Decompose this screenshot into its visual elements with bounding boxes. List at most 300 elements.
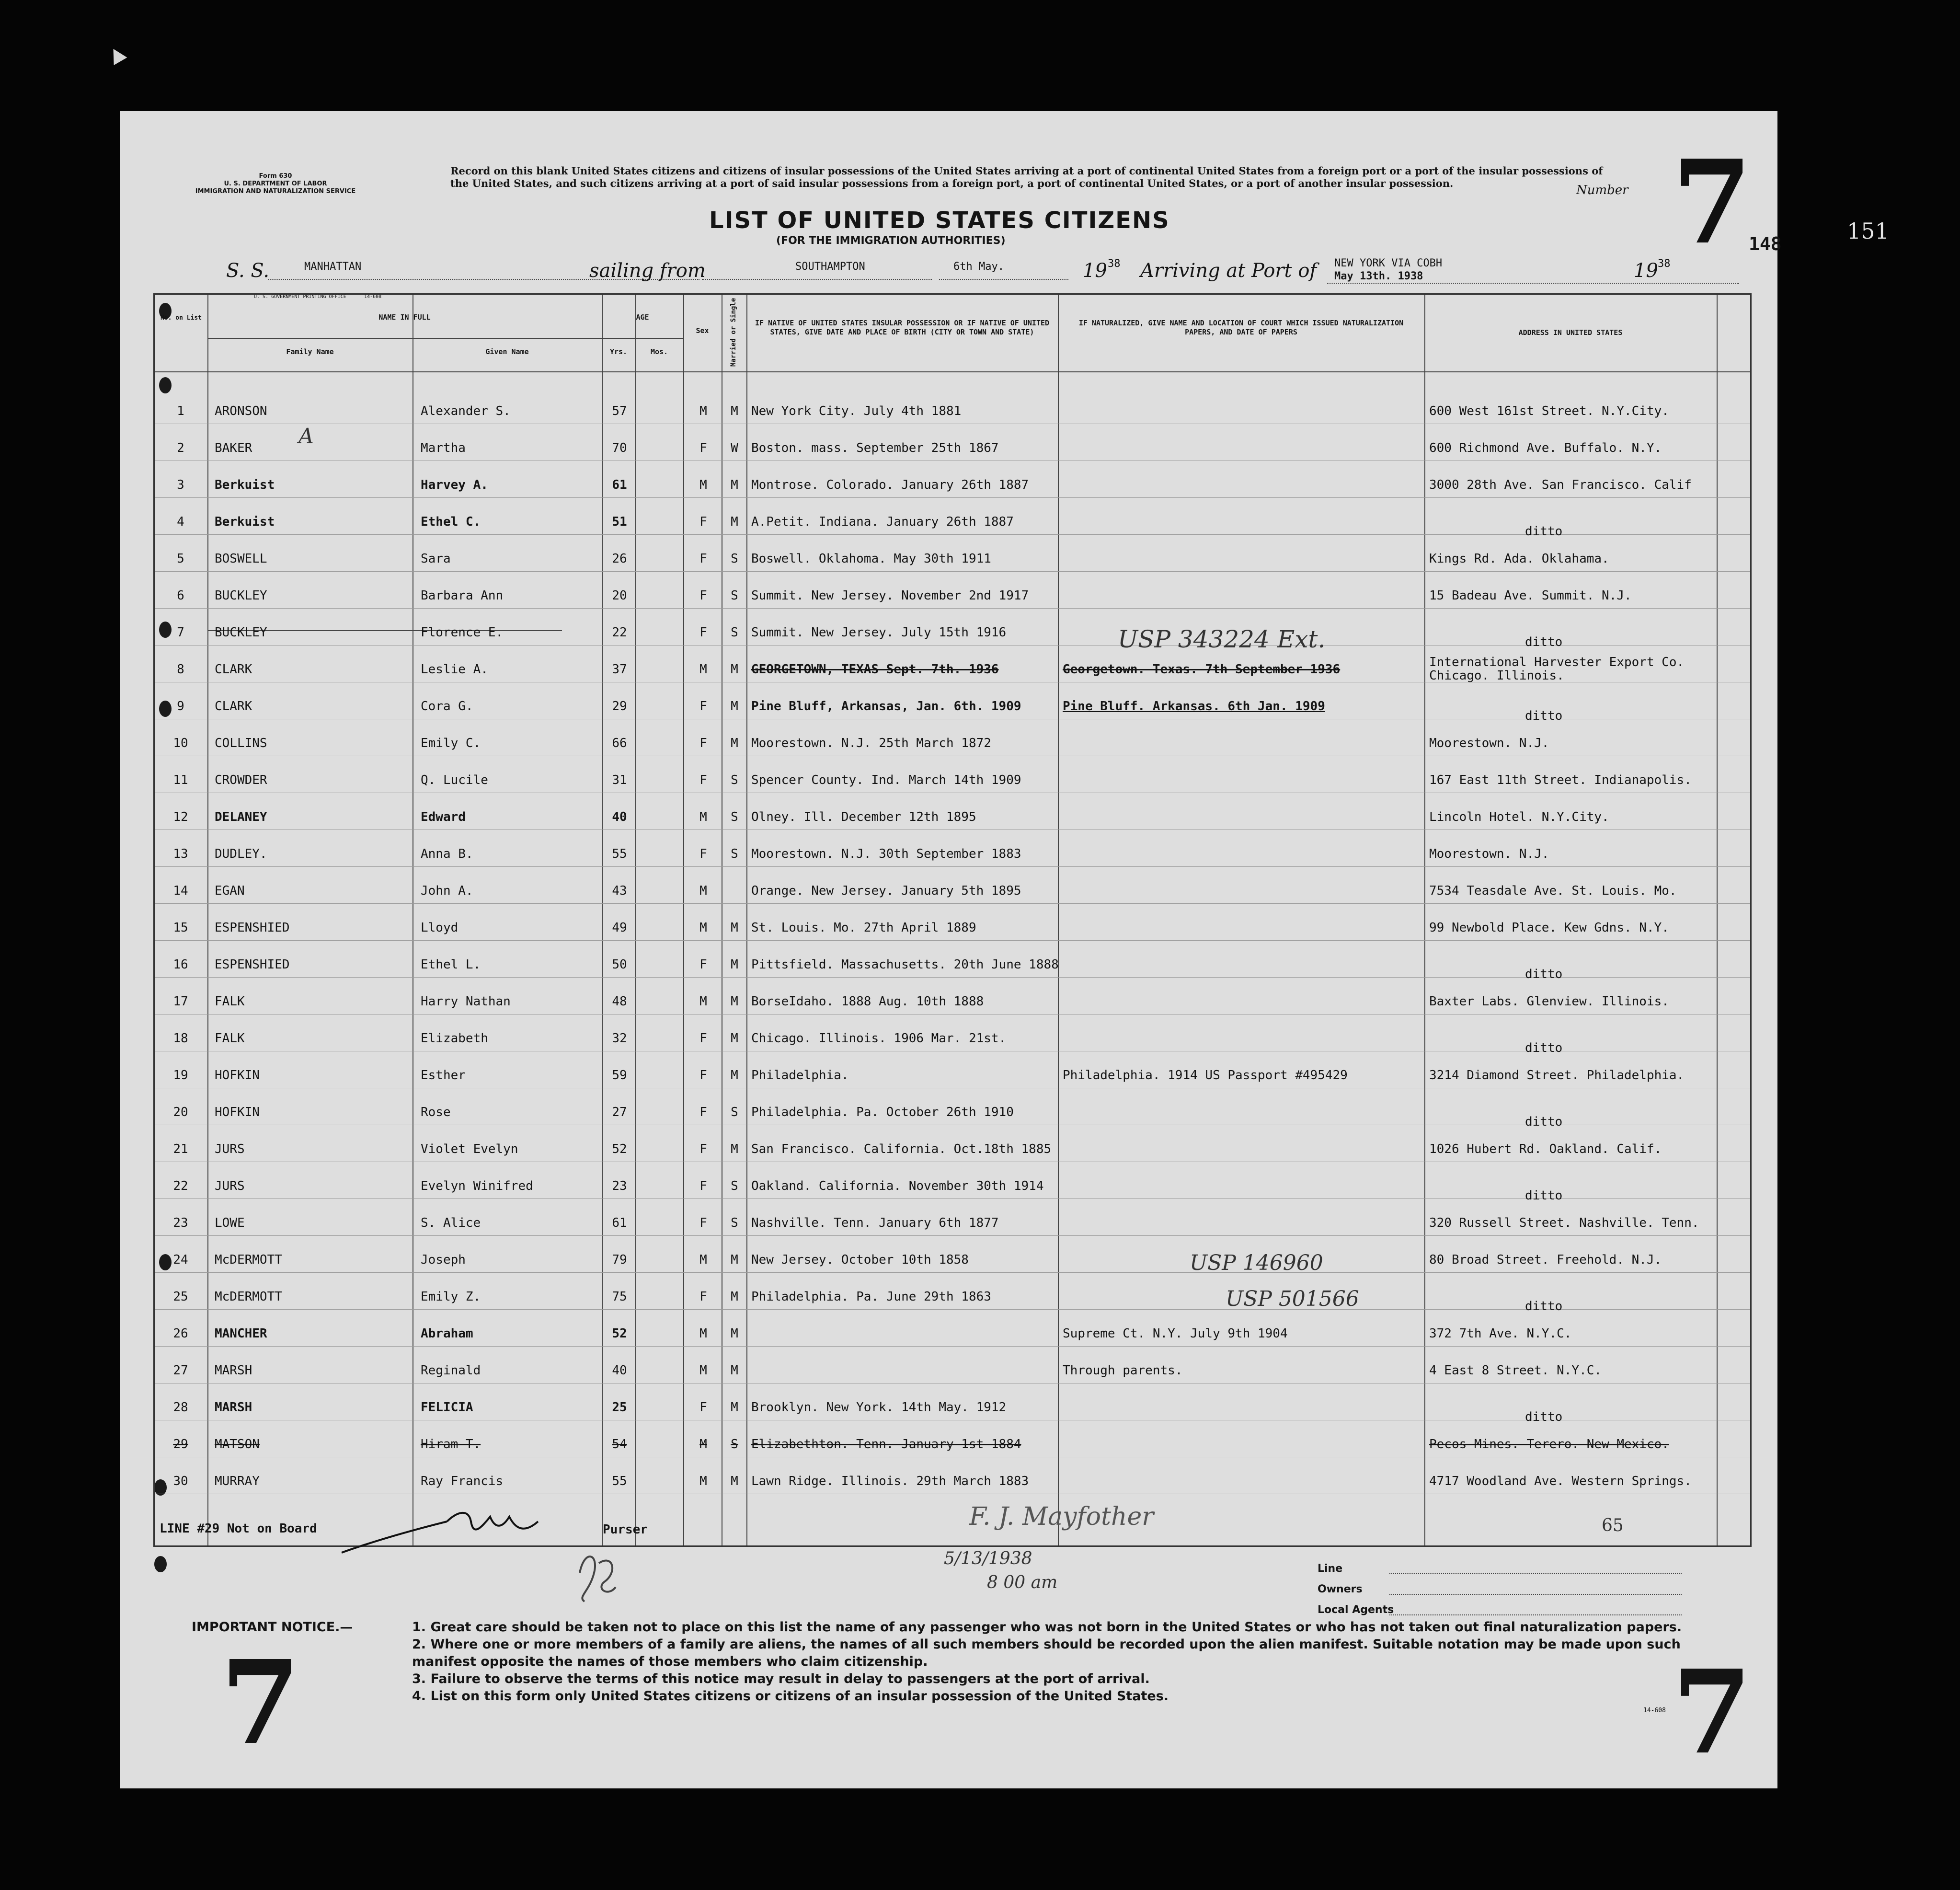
row-8-no: 8 — [177, 662, 184, 677]
arrival-port: NEW YORK VIA COBH — [1334, 257, 1443, 269]
row-12-birth: Olney. Ill. December 12th 1895 — [751, 810, 976, 824]
row-21-age: 52 — [612, 1142, 627, 1156]
row-4-family: Berkuist — [215, 515, 275, 529]
row-29-age: 54 — [612, 1437, 627, 1452]
col-header-mos: Mos. — [650, 347, 668, 356]
row-22-sex: F — [699, 1179, 707, 1193]
row-18-age: 32 — [612, 1031, 627, 1046]
col-header-yrs: Yrs. — [609, 347, 628, 356]
row-15-given: Lloyd — [421, 921, 458, 935]
row-16-given: Ethel L. — [421, 957, 481, 972]
col-header-sex: Sex — [696, 326, 709, 335]
row-2-sex: F — [699, 441, 707, 455]
row-1-no: 1 — [177, 404, 184, 418]
row-22-ms: S — [731, 1179, 738, 1193]
row-15-family: ESPENSHIED — [215, 921, 290, 935]
list-number: 7 — [1672, 135, 1752, 270]
row-1-age: 57 — [612, 404, 627, 418]
row-14-family: EGAN — [215, 884, 245, 898]
col-header-naturalized: IF NATURALIZED, GIVE NAME AND LOCATION OF COURT WHICH ISSUED NATURALIZATION PAPERS, AND DATE OF PAPERS — [1078, 319, 1404, 336]
service-name: IMMIGRATION AND NATURALIZATION SERVICE — [195, 188, 356, 195]
row-4-addr: ditto — [1525, 524, 1563, 539]
row-23-family: LOWE — [215, 1216, 245, 1230]
purser-signature — [337, 1502, 567, 1560]
row-28-ms: M — [731, 1400, 738, 1415]
row-8-sex: M — [699, 662, 707, 677]
row-23-addr: 320 Russell Street. Nashville. Tenn. — [1429, 1216, 1699, 1230]
row-15-age: 49 — [612, 921, 627, 935]
row-10-family: COLLINS — [215, 736, 267, 750]
col-header-family: Family Name — [286, 347, 334, 356]
notice-code: 14-608 — [1643, 1707, 1666, 1714]
row-5-family: BOSWELL — [215, 552, 267, 566]
row-29-ms: S — [731, 1437, 738, 1452]
row-26-ms: M — [731, 1326, 738, 1341]
arriving-label: Arriving at Port of — [1140, 260, 1317, 282]
handwritten-passport-row26: USP 146960 — [1190, 1251, 1323, 1275]
row-26-family: MANCHER — [215, 1326, 267, 1341]
list-title: LIST OF UNITED STATES CITIZENS — [709, 207, 1170, 234]
row-6-sex: F — [699, 588, 707, 603]
row-14-birth: Orange. New Jersey. January 5th 1895 — [751, 884, 1021, 898]
row-1-sex: M — [699, 404, 707, 418]
row-28-age: 25 — [612, 1400, 627, 1415]
inspector-signature: F. J. Mayfother — [969, 1502, 1154, 1531]
notice-seven-right: 7 — [1672, 1645, 1752, 1780]
page-side-number: 151 — [1847, 218, 1889, 244]
row-24-addr: 80 Broad Street. Freehold. N.J. — [1429, 1253, 1662, 1267]
row-18-no: 18 — [173, 1031, 188, 1046]
row-1-addr: 600 West 161st Street. N.Y.City. — [1429, 404, 1669, 418]
row-4-given: Ethel C. — [421, 515, 481, 529]
row-3-ms: M — [731, 478, 738, 492]
record-instructions: Record on this blank United States citizens and citizens of insular possessions of the United States arriving at a port of continental United States from a foreign port or a port of the insular possessions of the United States, and such citizens arriving at a port of said insular possessions from a foreign port, a port of continental United States, or a port of another insular possession. — [450, 165, 1603, 189]
row-3-family: Berkuist — [215, 478, 275, 492]
row-13-birth: Moorestown. N.J. 30th September 1883 — [751, 847, 1021, 861]
row-18-family: FALK — [215, 1031, 245, 1046]
row-27-sex: M — [699, 1363, 707, 1378]
row-13-sex: F — [699, 847, 707, 861]
row-4-age: 51 — [612, 515, 627, 529]
row-27-ms: M — [731, 1363, 738, 1378]
page-count: 65 — [1602, 1516, 1624, 1535]
handwritten-passport-row27: USP 501566 — [1226, 1287, 1359, 1311]
row-30-birth: Lawn Ridge. Illinois. 29th March 1883 — [751, 1474, 1029, 1488]
row-18-birth: Chicago. Illinois. 1906 Mar. 21st. — [751, 1031, 1007, 1046]
row-10-age: 66 — [612, 736, 627, 750]
row-20-birth: Philadelphia. Pa. October 26th 1910 — [751, 1105, 1014, 1119]
row-18-given: Elizabeth — [421, 1031, 488, 1046]
row-5-sex: F — [699, 552, 707, 566]
row-12-family: DELANEY — [215, 810, 267, 824]
list-subtitle: (FOR THE IMMIGRATION AUTHORITIES) — [776, 235, 1006, 247]
row-16-sex: F — [699, 957, 707, 972]
row-4-birth: A.Petit. Indiana. January 26th 1887 — [751, 515, 1014, 529]
row-14-addr: 7534 Teasdale Ave. St. Louis. Mo. — [1429, 884, 1677, 898]
row-1-given: Alexander S. — [421, 404, 511, 418]
row-13-family: DUDLEY. — [215, 847, 267, 861]
row-21-ms: M — [731, 1142, 738, 1156]
row-3-birth: Montrose. Colorado. January 26th 1887 — [751, 478, 1029, 492]
row-13-addr: Moorestown. N.J. — [1429, 847, 1549, 861]
row-3-sex: M — [699, 478, 707, 492]
row-15-ms: M — [731, 921, 738, 935]
row-1-ms: M — [731, 404, 738, 418]
row-19-nat: Philadelphia. 1914 US Passport #495429 — [1063, 1068, 1348, 1083]
row-16-family: ESPENSHIED — [215, 957, 290, 972]
ss-label: S. S. — [226, 260, 270, 282]
row-9-nat: Pine Bluff. Arkansas. 6th Jan. 1909 — [1063, 699, 1325, 714]
row-4-ms: M — [731, 515, 738, 529]
row-9-addr: ditto — [1525, 709, 1563, 723]
notice-lead: IMPORTANT NOTICE.— — [192, 1620, 353, 1635]
form-meta — [175, 173, 376, 196]
purser-label: Purser — [603, 1522, 648, 1537]
row-17-family: FALK — [215, 994, 245, 1009]
row-17-birth: BorseIdaho. 1888 Aug. 10th 1888 — [751, 994, 984, 1009]
row-30-given: Ray Francis — [421, 1474, 504, 1488]
row-10-no: 10 — [173, 736, 188, 750]
col-header-name: NAME IN FULL — [378, 313, 431, 322]
row-5-ms: S — [731, 552, 738, 566]
row-2-age: 70 — [612, 441, 627, 455]
row-12-addr: Lincoln Hotel. N.Y.City. — [1429, 810, 1609, 824]
row-15-birth: St. Louis. Mo. 27th April 1889 — [751, 921, 976, 935]
row-28-addr: ditto — [1525, 1410, 1563, 1424]
departure-year: 38 — [1108, 258, 1121, 270]
row-8-nat: Georgetown. Texas. 7th September 1936 — [1063, 662, 1341, 677]
row-25-sex: F — [699, 1290, 707, 1304]
row-24-age: 79 — [612, 1253, 627, 1267]
row-2-given: Martha — [421, 441, 466, 455]
row-24-ms: M — [731, 1253, 738, 1267]
row-7-no: 7 — [177, 625, 184, 640]
row-14-given: John A. — [421, 884, 473, 898]
corner-arrow-mark — [107, 45, 127, 65]
row-29-addr: Pecos Mines. Terero. New Mexico. — [1429, 1437, 1669, 1452]
row-14-no: 14 — [173, 884, 188, 898]
row-3-given: Harvey A. — [421, 478, 488, 492]
row-2-birth: Boston. mass. September 25th 1867 — [751, 441, 999, 455]
row-18-sex: F — [699, 1031, 707, 1046]
row-23-given: S. Alice — [421, 1216, 481, 1230]
row-8-given: Leslie A. — [421, 662, 488, 677]
row-30-no: 30 — [173, 1474, 188, 1488]
row-25-family: McDERMOTT — [215, 1290, 282, 1304]
manifest-sheet — [120, 111, 1782, 1788]
ship-name: MANHATTAN — [304, 261, 362, 273]
row-27-family: MARSH — [215, 1363, 252, 1378]
row-16-no: 16 — [173, 957, 188, 972]
row-11-addr: 167 East 11th Street. Indianapolis. — [1429, 773, 1692, 787]
row-4-no: 4 — [177, 515, 184, 529]
row-28-sex: F — [699, 1400, 707, 1415]
row-25-age: 75 — [612, 1290, 627, 1304]
row-11-given: Q. Lucile — [421, 773, 488, 787]
row-12-age: 40 — [612, 810, 627, 824]
row-29-family: MATSON — [215, 1437, 260, 1452]
row-2-no: 2 — [177, 441, 184, 455]
year-label: 19 — [1083, 260, 1107, 282]
row-25-ms: M — [731, 1290, 738, 1304]
row-23-age: 61 — [612, 1216, 627, 1230]
row-16-age: 50 — [612, 957, 627, 972]
row-26-no: 26 — [173, 1326, 188, 1341]
row-8-ms: M — [731, 662, 738, 677]
row-20-sex: F — [699, 1105, 707, 1119]
row-27-age: 40 — [612, 1363, 627, 1378]
row-28-family: MARSH — [215, 1400, 252, 1415]
row-28-birth: Brooklyn. New York. 14th May. 1912 — [751, 1400, 1007, 1415]
row-26-given: Abraham — [421, 1326, 473, 1341]
row-2-ms: W — [731, 441, 738, 455]
from-port: SOUTHAMPTON — [795, 261, 865, 273]
row-15-sex: M — [699, 921, 707, 935]
row-21-no: 21 — [173, 1142, 188, 1156]
sailing-label: sailing from — [589, 260, 706, 282]
row-11-birth: Spencer County. Ind. March 14th 1909 — [751, 773, 1021, 787]
row-8-addr: International Harvester Export Co. Chicago. Illinois. — [1429, 655, 1685, 683]
row-3-age: 61 — [612, 478, 627, 492]
row-8-birth: GEORGETOWN, TEXAS Sept. 7th. 1936 — [751, 662, 999, 677]
row-1-family: ARONSON — [215, 404, 267, 418]
row-6-no: 6 — [177, 588, 184, 603]
passenger-table — [153, 293, 1752, 1547]
row-9-birth: Pine Bluff, Arkansas, Jan. 6th. 1909 — [751, 699, 1021, 714]
row-16-ms: M — [731, 957, 738, 972]
row-17-sex: M — [699, 994, 707, 1009]
row-17-age: 48 — [612, 994, 627, 1009]
row-10-sex: F — [699, 736, 707, 750]
row-2-addr: 600 Richmond Ave. Buffalo. N.Y. — [1429, 441, 1662, 455]
row-29-no: 29 — [173, 1437, 188, 1452]
handwritten-passport-row8: USP 343224 Ext. — [1118, 625, 1326, 653]
row-7-given: Florence E. — [421, 625, 504, 640]
row-5-birth: Boswell. Oklahoma. May 30th 1911 — [751, 552, 991, 566]
col-header-age: AGE — [636, 313, 649, 322]
notice-item-2: 2. Where one or more members of a family are aliens, the names of all such members should be recorded upon the alien manifest. Suitable notation may be made upon such manifest opposite the names of those members who claim citizenship. — [412, 1637, 1681, 1669]
row-13-age: 55 — [612, 847, 627, 861]
row-9-family: CLARK — [215, 699, 252, 714]
notice-item-4: 4. List on this form only United States citizens or citizens of an insular possession of the United States. — [412, 1689, 1169, 1704]
row-24-given: Joseph — [421, 1253, 466, 1267]
row-30-addr: 4717 Woodland Ave. Western Springs. — [1429, 1474, 1692, 1488]
col-header-no: No. on List — [160, 314, 202, 322]
row-11-ms: S — [731, 773, 738, 787]
row-23-ms: S — [731, 1216, 738, 1230]
form-number: Form 630 — [259, 173, 292, 180]
row-7-birth: Summit. New Jersey. July 15th 1916 — [751, 625, 1007, 640]
row-12-given: Edward — [421, 810, 466, 824]
row-7-family: BUCKLEY — [215, 625, 267, 640]
row-8-family: CLARK — [215, 662, 252, 677]
row-8-age: 37 — [612, 662, 627, 677]
row-19-birth: Philadelphia. — [751, 1068, 849, 1083]
row-7-addr: ditto — [1525, 635, 1563, 649]
inspector-initials — [570, 1544, 628, 1606]
handwritten-initial: A — [298, 424, 314, 449]
row-16-addr: ditto — [1525, 967, 1563, 981]
row-29-given: Hiram T. — [421, 1437, 481, 1452]
row-19-family: HOFKIN — [215, 1068, 260, 1083]
row-23-no: 23 — [173, 1216, 188, 1230]
row-21-sex: F — [699, 1142, 707, 1156]
row-19-no: 19 — [173, 1068, 188, 1083]
row-19-addr: 3214 Diamond Street. Philadelphia. — [1429, 1068, 1685, 1083]
agent-line: Line — [1318, 1558, 1682, 1579]
row-22-birth: Oakland. California. November 30th 1914 — [751, 1179, 1044, 1193]
row-11-sex: F — [699, 773, 707, 787]
row-10-given: Emily C. — [421, 736, 481, 750]
agent-owners: Owners — [1318, 1579, 1682, 1600]
row-18-addr: ditto — [1525, 1041, 1563, 1055]
row-12-ms: S — [731, 810, 738, 824]
row-17-given: Harry Nathan — [421, 994, 511, 1009]
row-13-no: 13 — [173, 847, 188, 861]
row-30-family: MURRAY — [215, 1474, 260, 1488]
row-29-birth: Elizabethton. Tenn. January 1st 1884 — [751, 1437, 1021, 1452]
agent-local: Local Agents — [1318, 1600, 1682, 1620]
row-5-no: 5 — [177, 552, 184, 566]
row-11-no: 11 — [173, 773, 188, 787]
row-15-addr: 99 Newbold Place. Kew Gdns. N.Y. — [1429, 921, 1669, 935]
inspector-time: 8 00 am — [987, 1573, 1058, 1592]
row-9-ms: M — [731, 699, 738, 714]
row-11-age: 31 — [612, 773, 627, 787]
row-17-ms: M — [731, 994, 738, 1009]
row-6-ms: S — [731, 588, 738, 603]
row-5-age: 26 — [612, 552, 627, 566]
row-13-given: Anna B. — [421, 847, 473, 861]
row-27-nat: Through parents. — [1063, 1363, 1183, 1378]
row-6-age: 20 — [612, 588, 627, 603]
row-25-no: 25 — [173, 1290, 188, 1304]
row-28-no: 28 — [173, 1400, 188, 1415]
printing-office: U. S. GOVERNMENT PRINTING OFFICE — [254, 294, 346, 300]
row-6-birth: Summit. New Jersey. November 2nd 1917 — [751, 588, 1029, 603]
row-20-addr: ditto — [1525, 1115, 1563, 1129]
row-15-no: 15 — [173, 921, 188, 935]
row-2-family: BAKER — [215, 441, 252, 455]
line-note: LINE #29 Not on Board — [160, 1521, 317, 1536]
row-20-given: Rose — [421, 1105, 451, 1119]
row-9-given: Cora G. — [421, 699, 473, 714]
notice-item-1: 1. Great care should be taken not to place on this list the name of any passenger who was not born in the United States or who has not taken out final naturalization papers. — [412, 1620, 1682, 1635]
row-26-sex: M — [699, 1326, 707, 1341]
row-23-sex: F — [699, 1216, 707, 1230]
row-24-birth: New Jersey. October 10th 1858 — [751, 1253, 969, 1267]
row-1-birth: New York City. July 4th 1881 — [751, 404, 962, 418]
row-21-given: Violet Evelyn — [421, 1142, 518, 1156]
printing-code: 14-608 — [364, 294, 382, 300]
row-5-given: Sara — [421, 552, 451, 566]
notice-item-3: 3. Failure to observe the terms of this notice may result in delay to passengers at the port of arrival. — [412, 1671, 1150, 1686]
row-10-ms: M — [731, 736, 738, 750]
number-label: Number — [1576, 183, 1628, 197]
col-header-address: ADDRESS IN UNITED STATES — [1518, 328, 1623, 337]
row-24-sex: M — [699, 1253, 707, 1267]
row-27-given: Reginald — [421, 1363, 481, 1378]
row-12-no: 12 — [173, 810, 188, 824]
sheet-number: 148 — [1749, 233, 1782, 254]
row-25-birth: Philadelphia. Pa. June 29th 1863 — [751, 1290, 991, 1304]
row-22-addr: ditto — [1525, 1188, 1563, 1203]
row-17-no: 17 — [173, 994, 188, 1009]
row-21-birth: San Francisco. California. Oct.18th 1885 — [751, 1142, 1052, 1156]
department-name: U. S. DEPARTMENT OF LABOR — [224, 180, 327, 187]
row-6-given: Barbara Ann — [421, 588, 504, 603]
row-20-ms: S — [731, 1105, 738, 1119]
inspector-date: 5/13/1938 — [944, 1549, 1032, 1568]
row-19-ms: M — [731, 1068, 738, 1083]
row-9-sex: F — [699, 699, 707, 714]
notice-seven-left: 7 — [220, 1635, 300, 1770]
row-7-age: 22 — [612, 625, 627, 640]
row-20-no: 20 — [173, 1105, 188, 1119]
row-18-ms: M — [731, 1031, 738, 1046]
row-19-age: 59 — [612, 1068, 627, 1083]
col-header-given: Given Name — [485, 347, 529, 356]
row-21-addr: 1026 Hubert Rd. Oakland. Calif. — [1429, 1142, 1662, 1156]
row-25-addr: ditto — [1525, 1299, 1563, 1314]
row-22-no: 22 — [173, 1179, 188, 1193]
row-9-no: 9 — [177, 699, 184, 714]
row-21-family: JURS — [215, 1142, 245, 1156]
row-7-sex: F — [699, 625, 707, 640]
row-19-given: Esther — [421, 1068, 466, 1083]
row-9-age: 29 — [612, 699, 627, 714]
row-30-ms: M — [731, 1474, 738, 1488]
col-header-married: Married or Single — [730, 298, 737, 367]
row-14-age: 43 — [612, 884, 627, 898]
row-28-given: FELICIA — [421, 1400, 473, 1415]
arrival-year: 38 — [1658, 258, 1671, 270]
row-19-sex: F — [699, 1068, 707, 1083]
row-11-family: CROWDER — [215, 773, 267, 787]
row-3-no: 3 — [177, 478, 184, 492]
row-26-addr: 372 7th Ave. N.Y.C. — [1429, 1326, 1572, 1341]
row-12-sex: M — [699, 810, 707, 824]
agents-block — [1318, 1558, 1682, 1620]
row-24-family: McDERMOTT — [215, 1253, 282, 1267]
row-5-addr: Kings Rd. Ada. Oklahama. — [1429, 552, 1609, 566]
row-30-sex: M — [699, 1474, 707, 1488]
row-10-addr: Moorestown. N.J. — [1429, 736, 1549, 750]
row-27-addr: 4 East 8 Street. N.Y.C. — [1429, 1363, 1602, 1378]
row-20-age: 27 — [612, 1105, 627, 1119]
row-26-age: 52 — [612, 1326, 627, 1341]
row-3-addr: 3000 28th Ave. San Francisco. Calif — [1429, 478, 1692, 492]
row-25-given: Emily Z. — [421, 1290, 481, 1304]
arrival-date: May 13th. 1938 — [1334, 270, 1423, 282]
row-7-ms: S — [731, 625, 738, 640]
row-6-family: BUCKLEY — [215, 588, 267, 603]
row-4-sex: F — [699, 515, 707, 529]
row-23-birth: Nashville. Tenn. January 6th 1877 — [751, 1216, 999, 1230]
col-header-birth: IF NATIVE OF UNITED STATES INSULAR POSSESSION OR IF NATIVE OF UNITED STATES, GIVE DATE AND PLACE OF BIRTH (CITY OR TOWN AND STATE) — [755, 319, 1050, 336]
departure-date: 6th May. — [953, 261, 1004, 273]
row-10-birth: Moorestown. N.J. 25th March 1872 — [751, 736, 991, 750]
row-13-ms: S — [731, 847, 738, 861]
row-16-birth: Pittsfield. Massachusetts. 20th June 1888 — [751, 957, 1059, 972]
row-30-age: 55 — [612, 1474, 627, 1488]
row-6-addr: 15 Badeau Ave. Summit. N.J. — [1429, 588, 1632, 603]
row-17-addr: Baxter Labs. Glenview. Illinois. — [1429, 994, 1669, 1009]
row-26-nat: Supreme Ct. N.Y. July 9th 1904 — [1063, 1326, 1288, 1341]
row-20-family: HOFKIN — [215, 1105, 260, 1119]
row-22-family: JURS — [215, 1179, 245, 1193]
row-22-given: Evelyn Winifred — [421, 1179, 533, 1193]
